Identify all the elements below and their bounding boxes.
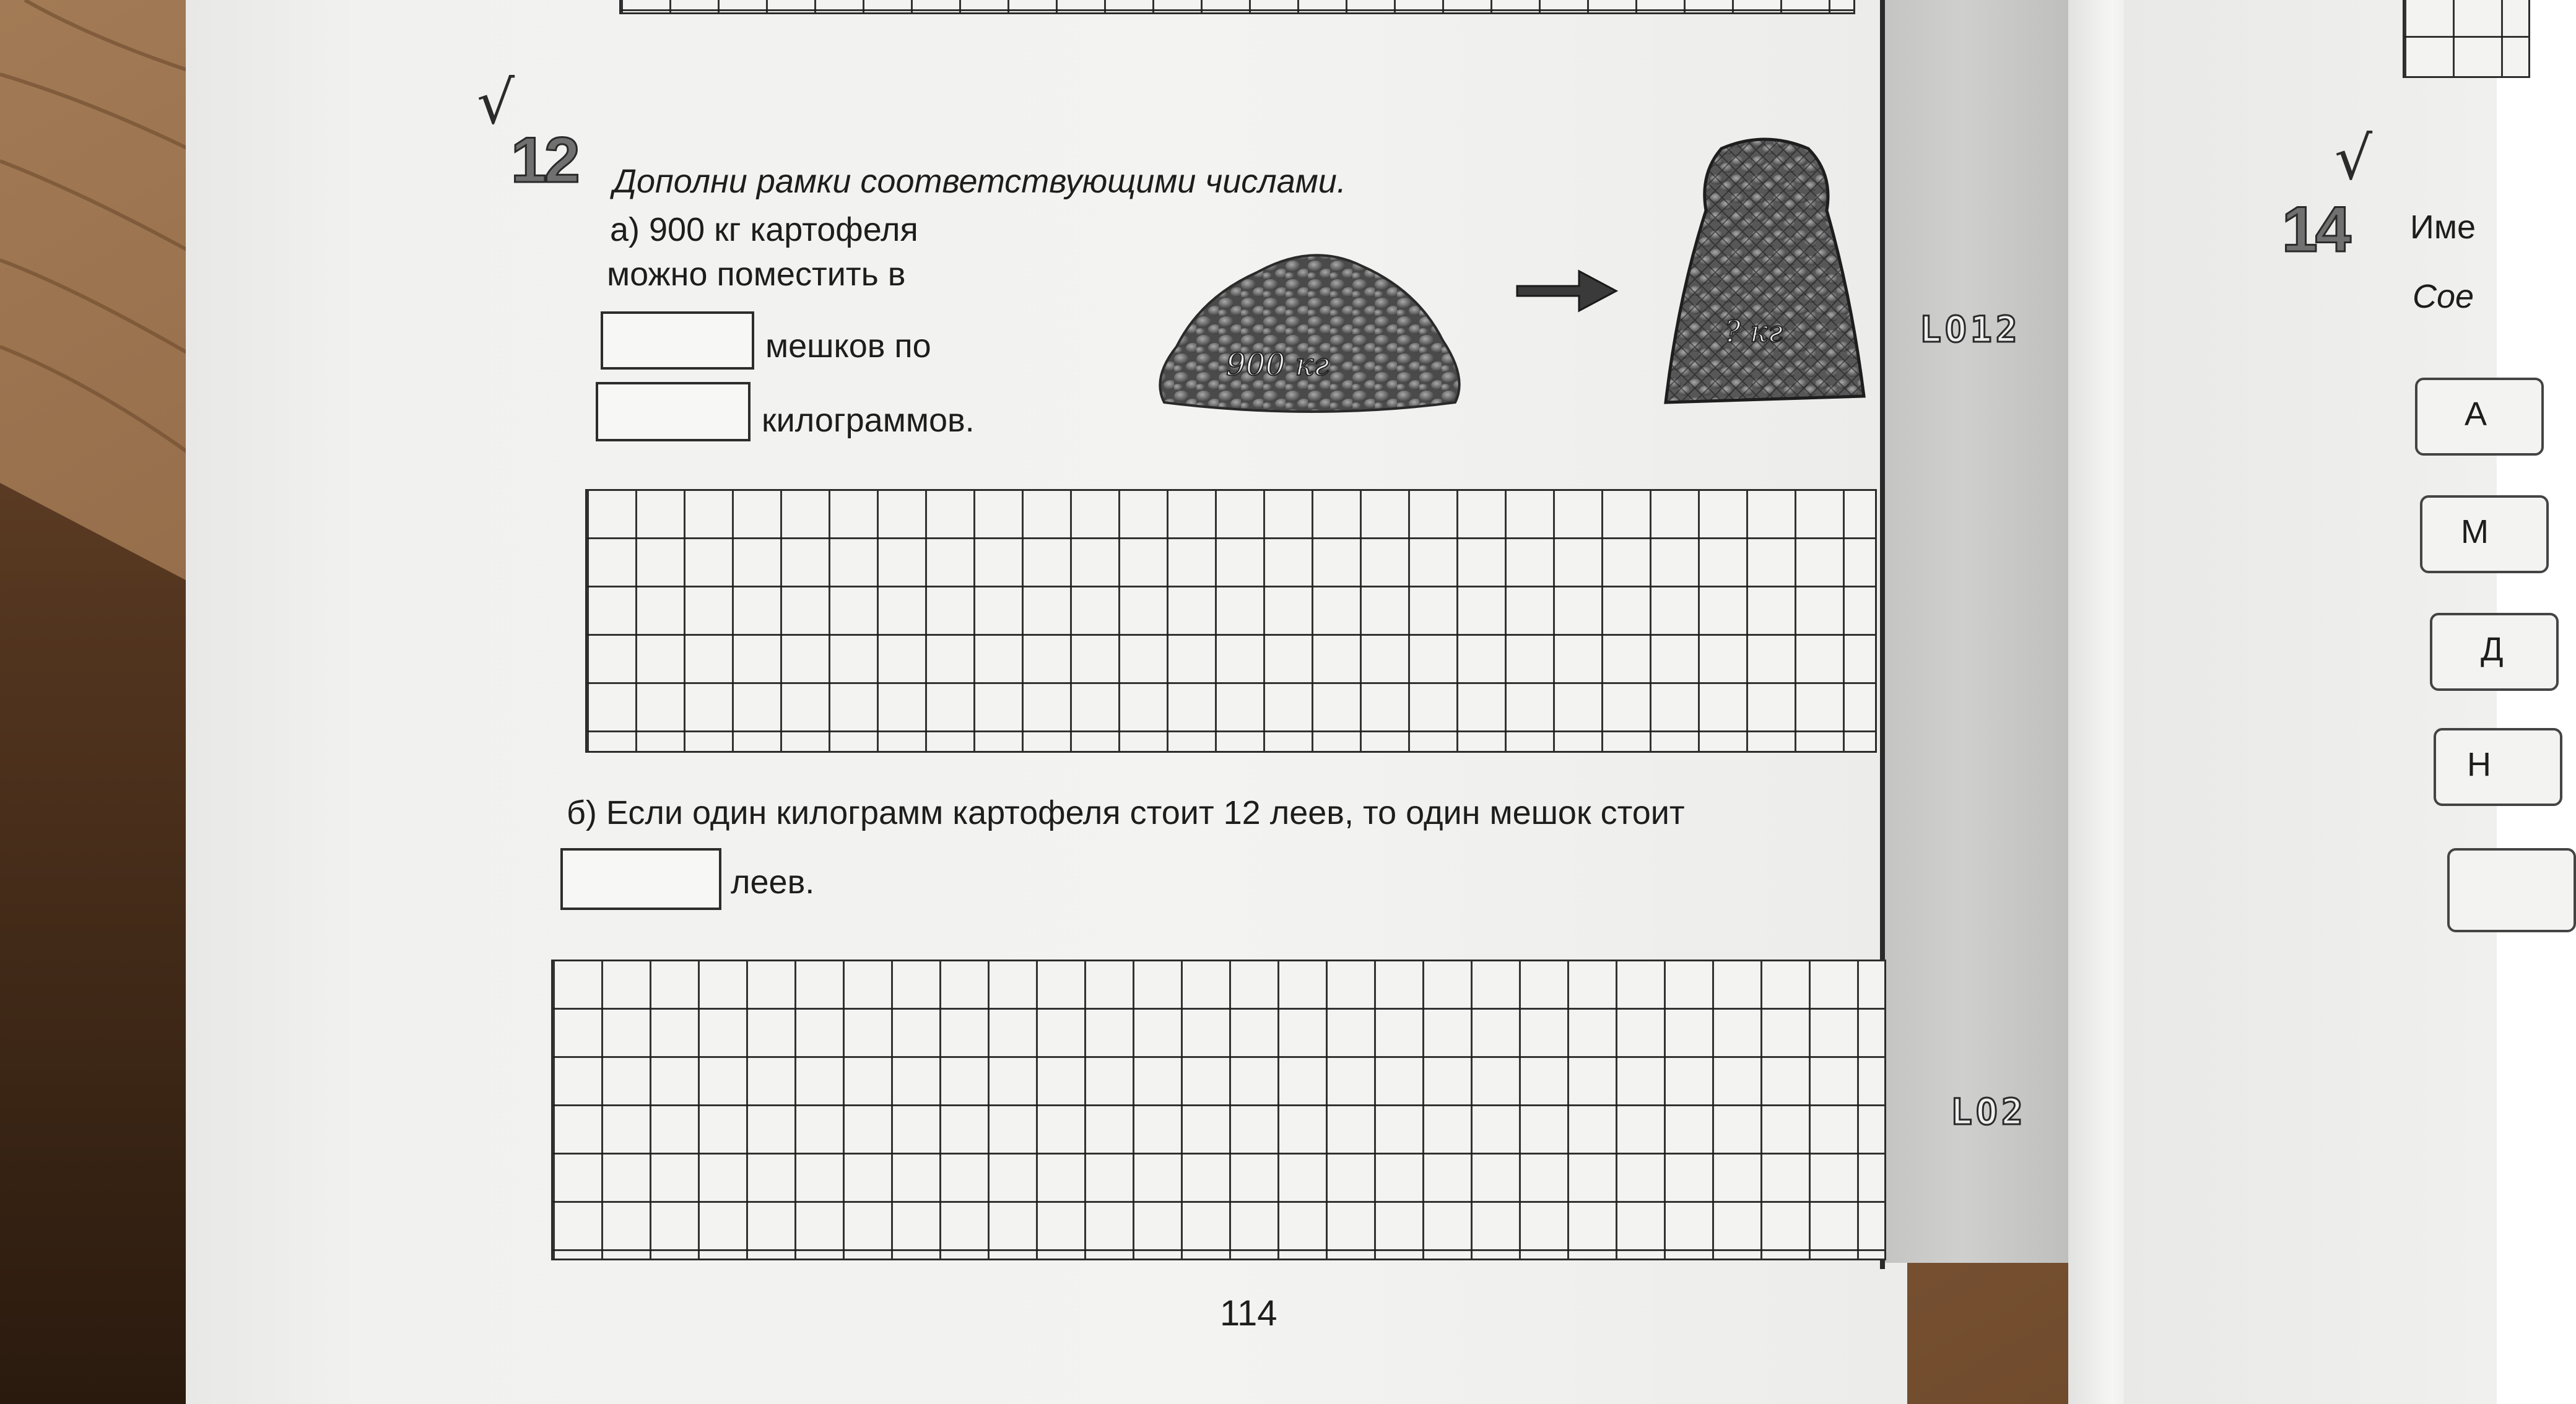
work-grid-b[interactable] <box>551 960 1886 1260</box>
next-task-option-3[interactable] <box>2430 613 2559 691</box>
learning-outcome-b: LO2 <box>1951 1091 2027 1133</box>
answer-box-kg[interactable] <box>596 382 751 441</box>
next-task-option-4-label: Н <box>2467 746 2491 783</box>
task-instruction: Дополни рамки соответствующими числами. <box>613 163 1346 200</box>
next-task-option-2-label: М <box>2461 513 2489 550</box>
check-mark: √ <box>477 68 515 137</box>
answer-box-bags[interactable] <box>601 311 754 370</box>
sack-weight-label: ? кг <box>1725 314 1783 349</box>
task-number: 12 <box>511 124 578 196</box>
page-number: 114 <box>1220 1293 1277 1333</box>
margin-band <box>1882 0 2081 1263</box>
part-a-line1: а) 900 кг картофеля <box>610 211 918 248</box>
potato-sack-illustration <box>1647 136 1882 409</box>
next-task-line2: Сое <box>2413 278 2474 315</box>
next-task-option-1-label: А <box>2465 396 2487 433</box>
part-a-kg-label: килограммов. <box>762 402 975 439</box>
next-task-line1: Име <box>2410 209 2476 246</box>
part-a-bags-label: мешков по <box>765 327 931 365</box>
top-grid-remnant <box>619 0 1855 14</box>
part-a-line2: можно поместить в <box>607 256 906 293</box>
potato-pile-illustration <box>1152 223 1474 421</box>
next-task-option-4[interactable] <box>2434 728 2562 806</box>
part-b-suffix: леев. <box>731 864 815 901</box>
next-task-check-mark: √ <box>2334 124 2373 193</box>
part-b-text: б) Если один килограмм картофеля стоит 12 леев, то один мешок стоит <box>567 794 1685 831</box>
next-task-option-1[interactable] <box>2415 378 2544 456</box>
answer-box-price[interactable] <box>560 848 721 910</box>
right-page-grid-remnant <box>2403 0 2530 78</box>
next-task-option-5[interactable] <box>2447 848 2576 932</box>
pile-weight-label: 900 кг <box>1226 347 1329 383</box>
work-grid-a[interactable] <box>585 489 1877 753</box>
learning-outcome-a: LO12 <box>1920 308 2021 350</box>
next-task-option-2[interactable] <box>2420 495 2549 573</box>
next-task-option-3-label: Д <box>2481 631 2504 668</box>
arrow-icon <box>1511 266 1622 316</box>
next-task-number: 14 <box>2282 194 2349 266</box>
